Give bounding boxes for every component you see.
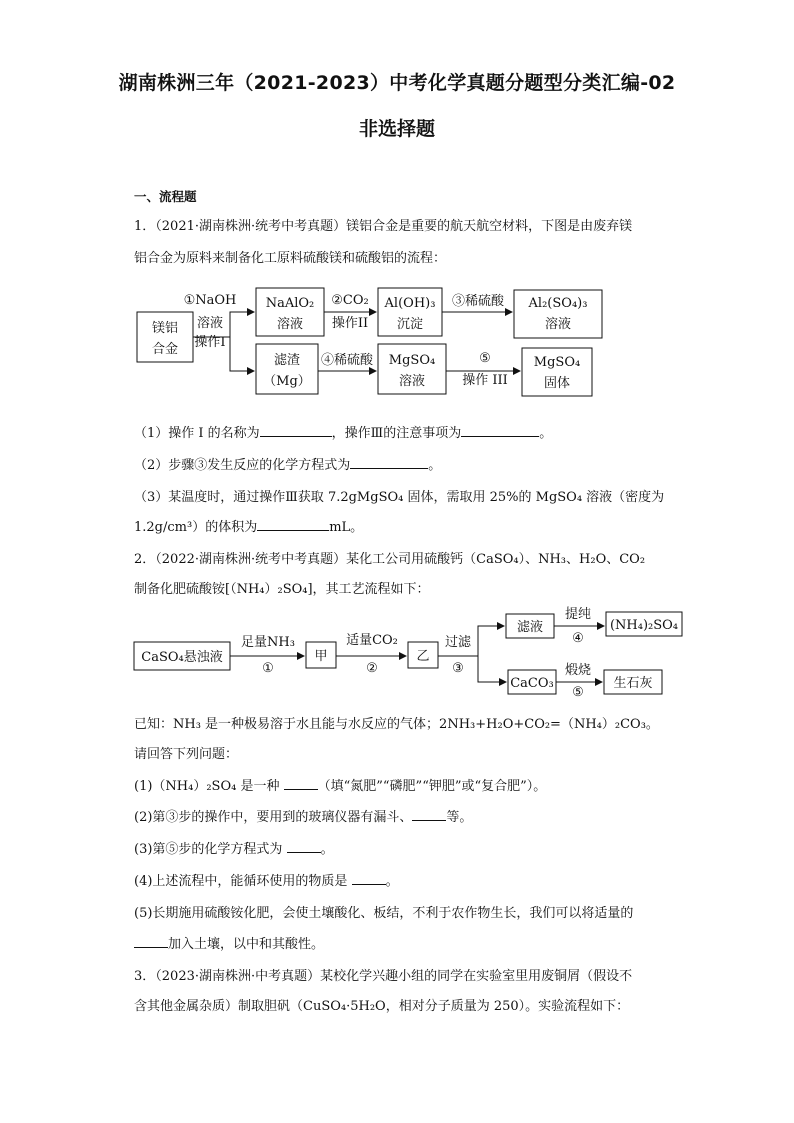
q1-stem-line1: 1．（2021·湖南株洲·统考中考真题）镁铝合金是重要的航天航空材料，下图是由废弃镁 [134,219,633,234]
answer-blank[interactable] [287,840,321,853]
q1-aloh3-label-2: 沉淀 [396,317,424,332]
q1-stem-line2: 铝合金为原料来制备化工原料硫酸镁和硫酸铝的流程： [134,251,447,266]
q2-arrow1-bot: ① [262,661,274,676]
q2-sub3-text-b: 。 [320,842,334,857]
q1-step2-bot: 操作II [331,316,369,331]
q2-stem-line1: 2．（2022·湖南株洲·统考中考真题）某化工公司用硫酸钙（CaSO₄）、NH₃、H₂O、CO₂ [134,552,646,567]
q2-sub5-line2 [134,933,324,952]
q1-step3: ③稀硫酸 [451,294,505,309]
q2-jia-label: 甲 [314,649,328,664]
q2-caco3-label: CaCO₃ [510,676,554,691]
q3-stem-line1: 3．（2023·湖南株洲·中考真题）某校化学兴趣小组的同学在实验室里用废铜屑（假设不 [134,969,633,984]
q1-step4: ④稀硫酸 [320,353,374,368]
q1-arrow-to-residue [230,337,254,371]
q2-sub1 [134,775,546,794]
q2-sub3-text-a: (3)第⑤步的化学方程式为 [134,842,283,857]
q1-alloy-label-2: 合金 [151,342,179,357]
q1-step2-top: ②CO₂ [331,293,369,308]
q2-sub4-text-a: (4)上述流程中，能循环使用的物质是 [134,874,348,889]
q1-sub2 [134,454,441,473]
section-heading: 一、流程题 [134,189,197,204]
q2-flow-diagram [130,602,690,698]
q2-sub4-text-b: 。 [385,874,399,889]
q2-filtrate-label: 滤液 [516,620,544,635]
page-title: 湖南株洲三年（2021-2023）中考化学真题分题型分类汇编-02 [118,72,676,94]
q2-sub1-text-a: (1)（NH₄）₂SO₄ 是一种 [134,779,280,794]
q1-al2so4-label-1: Al₂(SO₄)₃ [528,296,588,311]
q1-sub3-line1: （3）某温度时，通过操作Ⅲ获取 7.2gMgSO₄ 固体，需取用 25%的 MgSO₄ 溶液（密度为 [134,490,665,505]
q1-residue-label-2: （Mg） [263,374,311,389]
q1-naalo2-label-1: NaAlO₂ [265,296,315,311]
q2-known: 已知：NH₃ 是一种极易溶于水且能与水反应的气体；2NH₃+H₂O+CO₂=（NH₄）₂CO₃。 [134,717,659,732]
q1-al2so4-label-2: 溶液 [544,317,572,332]
q2-start-label: CaSO₄悬浊液 [141,650,223,665]
q1-residue-label-1: 滤渣 [273,353,301,368]
q2-lime-label: 生石灰 [613,676,653,691]
q1-mgso4solid-label-1: MgSO₄ [533,355,581,370]
q2-answer-prompt: 请回答下列问题： [134,747,239,762]
q1-flow-diagram [130,285,610,405]
q2-stem-line2: 制备化肥硫酸铵[（NH₄）₂SO₄]，其工艺流程如下： [134,582,430,597]
q2-arrow3-bot: ③ [452,661,464,676]
q2-arrow2-top: 适量CO₂ [346,633,398,648]
q1-sub1-text-c: 。 [539,426,553,441]
q2-sub2-text-a: (2)第③步的操作中，要用到的玻璃仪器有漏斗、 [134,810,413,825]
q2-arrow-to-caco3 [478,656,506,682]
q2-yi-label: 乙 [416,649,430,664]
q1-step1-mid: 溶液 [196,316,224,331]
q1-step5-top: ⑤ [479,351,491,366]
q1-mgso4sol-label-1: MgSO₄ [388,353,436,368]
q1-step1-top: ①NaOH [183,293,237,308]
q1-sub1 [134,422,552,441]
q2-arrow5-top: 煅烧 [564,663,592,678]
answer-blank[interactable] [284,777,318,790]
answer-blank[interactable] [350,456,428,469]
answer-blank[interactable] [134,935,168,948]
q2-sub2 [134,806,472,825]
answer-blank[interactable] [257,518,329,531]
q1-mgso4sol-label-2: 溶液 [398,374,426,389]
q2-sub1-text-b: （填“氮肥”“磷肥”“钾肥”或“复合肥”）。 [317,779,547,794]
q2-product-label: (NH₄)₂SO₄ [609,618,679,633]
q1-sub1-text-b: ，操作Ⅲ的注意事项为 [331,426,462,441]
answer-blank[interactable] [461,424,539,437]
q2-arrow4-bot: ④ [572,631,584,646]
q1-aloh3-label-1: Al(OH)₃ [384,296,436,311]
q2-arrow1-top: 足量NH₃ [241,635,295,650]
q1-naalo2-label-2: 溶液 [276,317,304,332]
q1-sub3-text-b: mL。 [329,520,364,535]
q2-sub4 [134,870,399,889]
q1-sub2-text-b: 。 [428,458,442,473]
answer-blank[interactable] [352,872,386,885]
page-subtitle: 非选择题 [358,118,435,140]
q1-sub1-text-a: （1）操作 I 的名称为 [134,426,260,441]
q1-sub3-text-a: 1.2g/cm³）的体积为 [134,520,258,535]
q1-alloy-label-1: 镁铝 [151,321,179,336]
q1-step1-bot: 操作I [194,335,226,350]
q2-sub5-text-b: 加入土壤，以中和其酸性。 [168,937,325,952]
q2-arrow4-top: 提纯 [564,607,592,622]
q1-sub2-text-a: （2）步骤③发生反应的化学方程式为 [134,458,351,473]
q1-sub3-line2 [134,516,363,535]
q2-arrow5-bot: ⑤ [572,685,584,698]
answer-blank[interactable] [412,808,446,821]
q3-stem-line2: 含其他金属杂质）制取胆矾（CuSO₄·5H₂O，相对分子质量为 250）。实验流程如下： [134,999,630,1014]
q2-sub2-text-b: 等。 [446,810,473,825]
q2-arrow2-bot: ② [366,661,378,676]
answer-blank[interactable] [260,424,332,437]
q1-mgso4solid-label-2: 固体 [543,376,571,391]
q2-sub3 [134,838,334,857]
q2-sub5-line1: (5)长期施用硫酸铵化肥，会使土壤酸化、板结，不利于农作物生长，我们可以将适量的 [134,906,634,921]
q2-arrow3-top: 过滤 [444,635,472,650]
q1-step5-bot: 操作 III [462,373,508,388]
